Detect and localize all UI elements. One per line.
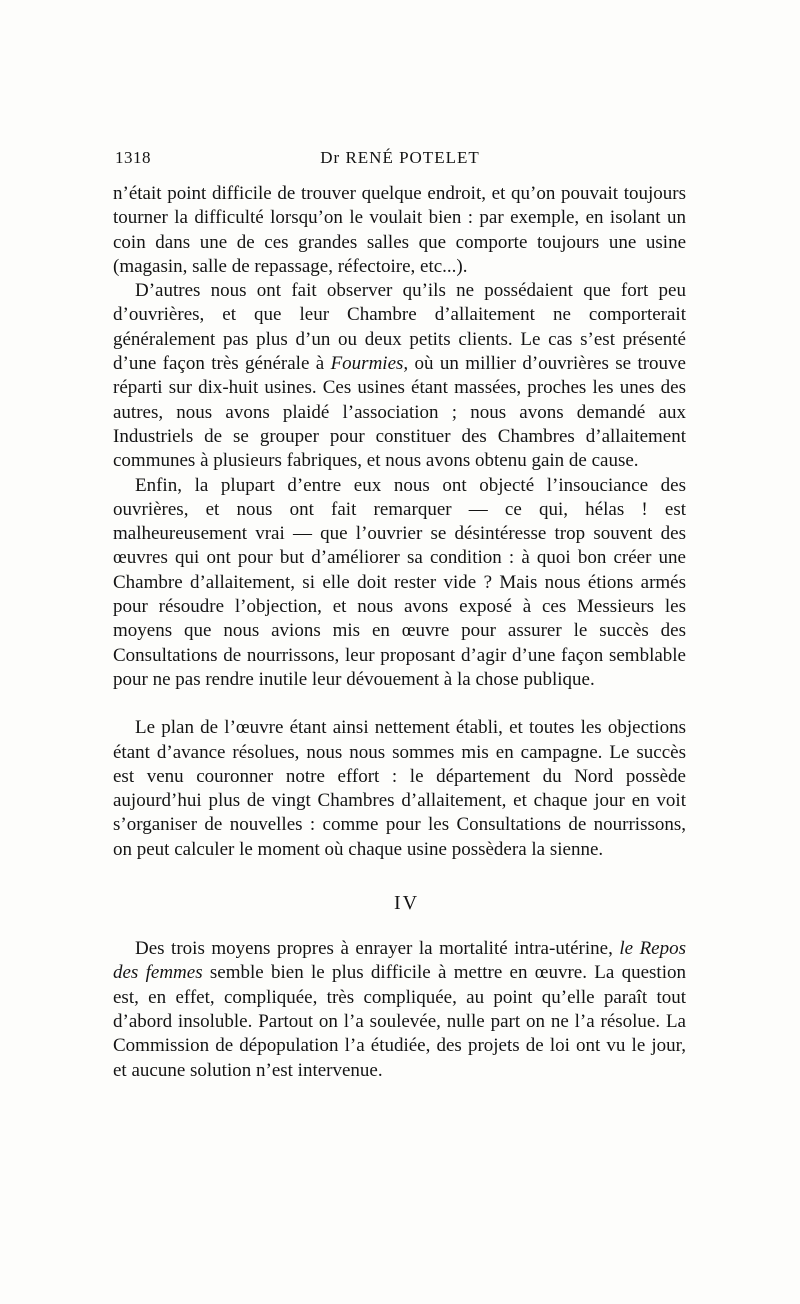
paragraph-text: Le plan de l’œuvre étant ainsi nettement établi, et toutes les objections étant d’avance résolues, nous nous sommes mis en campagne. Le succès est venu couronner notre effort : le département du Nord possède aujourd’hui plus de vingt Chambres d’allaitement, et chaque jour en voit s’organiser de nouvelles : comme pour les Consultations de nourrissons, on peut calculer le moment où chaque usine possèdera la sienne. xyxy=(113,717,686,860)
paragraph-text: semble bien le plus difficile à mettre en œuvre. La question est, en effet, compliquée, très compliquée, au point qu’elle paraît tout d’abord insoluble. Partout on l’a soulevée, nulle part on ne l’a résolue. La Commission de dépopulation l’a étudiée, des projets de loi ont vu le jour, et aucune solution n’est intervenue. xyxy=(113,962,686,1081)
paragraph-text: Enfin, la plupart d’entre eux nous ont objecté l’insouciance des ouvrières, et nous ont fait remarquer — ce qui, hélas ! est malheureusement vrai — que l’ouvrier se désintéresse trop souvent des œuvres qui ont pour but d’améliorer sa condition : à quoi bon créer une Chambre d’allaitement, si elle doit rester vide ? Mais nous étions armés pour résoudre l’objection, et nous avons exposé à ces Messieurs les moyens que nous avions mis en œuvre pour assurer le succès des Consultations de nourrissons, leur proposant d’agir d’une façon semblable pour ne pas rendre inutile leur dévouement à la chose publique. xyxy=(113,474,686,690)
paragraph xyxy=(113,937,686,1083)
paragraph xyxy=(113,474,686,693)
page-header xyxy=(115,148,685,172)
section-heading: IV xyxy=(393,892,420,915)
paragraph-text: D’autres nous ont fait observer qu’ils ne possédaient que fort peu d’ouvrières, et que leur Chambre d’allaitement ne comporterait généralement pas plus d’un ou deux petits clients. Le cas s’est présenté d’une façon très générale à xyxy=(113,280,686,375)
paragraph xyxy=(113,182,686,279)
italic-place-name: Fourmies, xyxy=(330,353,409,375)
page-number: 1318 xyxy=(115,148,151,167)
paragraph xyxy=(113,279,686,473)
running-title: Dr RENÉ POTELET xyxy=(320,148,480,167)
page-body xyxy=(113,182,686,1083)
paragraph xyxy=(113,716,686,862)
paragraph-text: n’était point difficile de trouver quelque endroit, et qu’on pouvait toujours tourner la difficulté lorsqu’on le voulait bien : par exemple, en isolant un coin dans une de ces grandes salles que comporte toujours une usine (magasin, salle de repassage, réfectoire, etc...). xyxy=(113,183,686,277)
italic-title: le Repos des femmes xyxy=(113,938,686,984)
paragraph-text: où un millier d’ouvrières se trouve réparti sur dix-huit usines. Ces usines étant massées, proches les unes des autres, nous avons plaidé l’association ; nous avons demandé aux Industriels de se grouper pour constituer des Chambres d’allaitement communes à plusieurs fabriques, et nous avons obtenu gain de cause. xyxy=(113,353,686,472)
paragraph-text: Des trois moyens propres à enrayer la mortalité intra-utérine, xyxy=(135,938,620,960)
